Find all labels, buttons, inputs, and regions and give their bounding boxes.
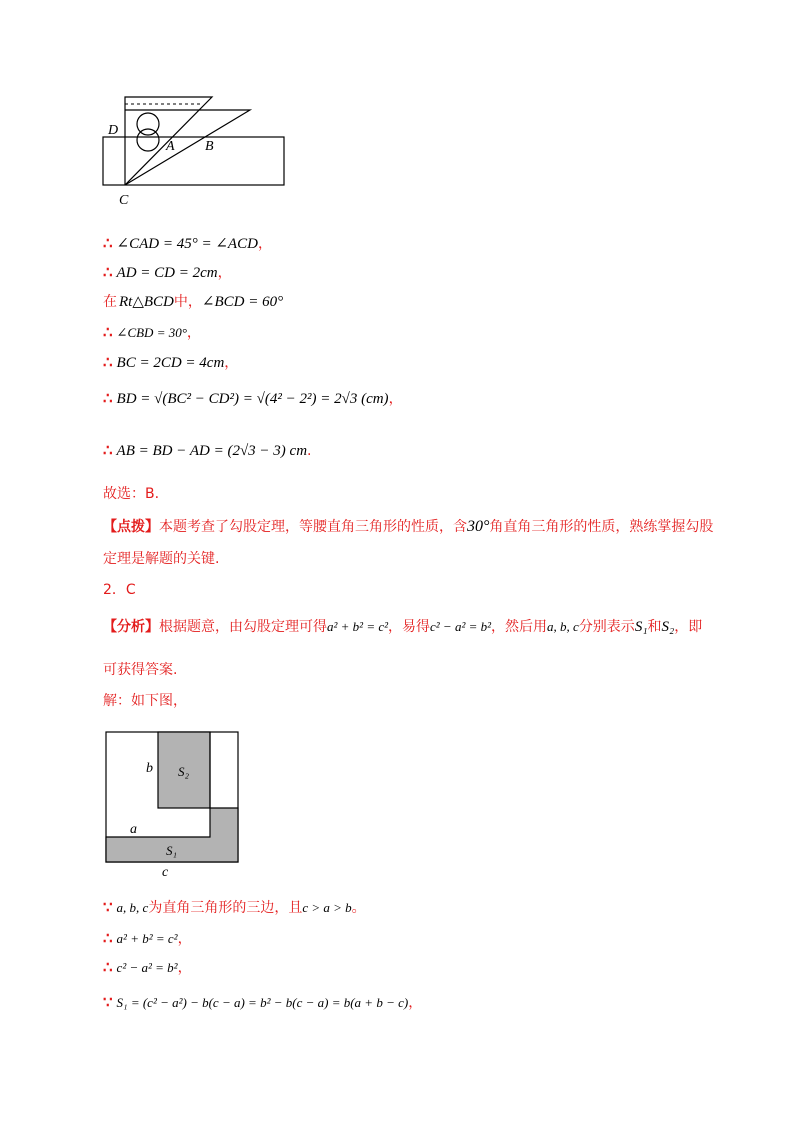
label-d: D (108, 123, 119, 138)
step-7: ∴ AB = BD − AD = (2√3 − 3) cm. (103, 441, 312, 459)
step2-3: ∴ c² − a² = b²， (103, 958, 192, 976)
circle-lower (137, 129, 159, 151)
label-a2: a (130, 822, 137, 837)
analysis-line-2: 可获得答案. (103, 662, 178, 678)
tip-line-1: 【点拨】本题考查了勾股定理，等腰直角三角形的性质，含30°角直角三角形的性质，熟练掌握勾股 (103, 518, 714, 535)
step2-2: ∴ a² + b² = c²， (103, 929, 192, 947)
step-1: ∴ ∠CAD = 45° = ∠ACD， (103, 234, 272, 252)
step-3: 在 Rt△BCD中，∠BCD = 60° (103, 294, 284, 310)
analysis-line-1: 【分析】根据题意，由勾股定理可得a² + b² = c²，易得c² − a² = b²，然后用a, b, c分别表示S₁和S₂，即 (103, 619, 703, 635)
answer-1: 故选：B. (103, 486, 160, 502)
step2-1: ∵ a, b, c为直角三角形的三边，且c > a > b。 (103, 898, 366, 916)
label-b2: b (146, 761, 153, 776)
tip-line-2: 定理是解题的关键. (103, 551, 220, 567)
step-2: ∴ AD = CD = 2cm， (103, 263, 232, 281)
figure-set-square-ruler (100, 92, 290, 210)
step-5: ∴ BC = 2CD = 4cm， (103, 353, 239, 371)
step2-4: ∵ S₁ = (c² − a²) − b(c − a) = b² − b(c − a) = b(a + b − c)， (103, 993, 423, 1011)
label-a: A (166, 139, 175, 154)
solution-intro: 解：如下图， (103, 693, 187, 709)
step-4: ∴ ∠CBD = 30°， (103, 323, 201, 341)
label-s1: S₁ (166, 843, 178, 858)
step-6: ∴ BD = √(BC² − CD²) = √(4² − 2²) = 2√3 (cm)， (103, 389, 403, 407)
label-c2: c (162, 865, 169, 880)
label-c: C (119, 193, 129, 208)
label-s2: S₂ (178, 764, 190, 779)
figure-squares (100, 726, 245, 880)
q2-number: 2．C (103, 582, 136, 598)
label-b: B (205, 139, 214, 154)
